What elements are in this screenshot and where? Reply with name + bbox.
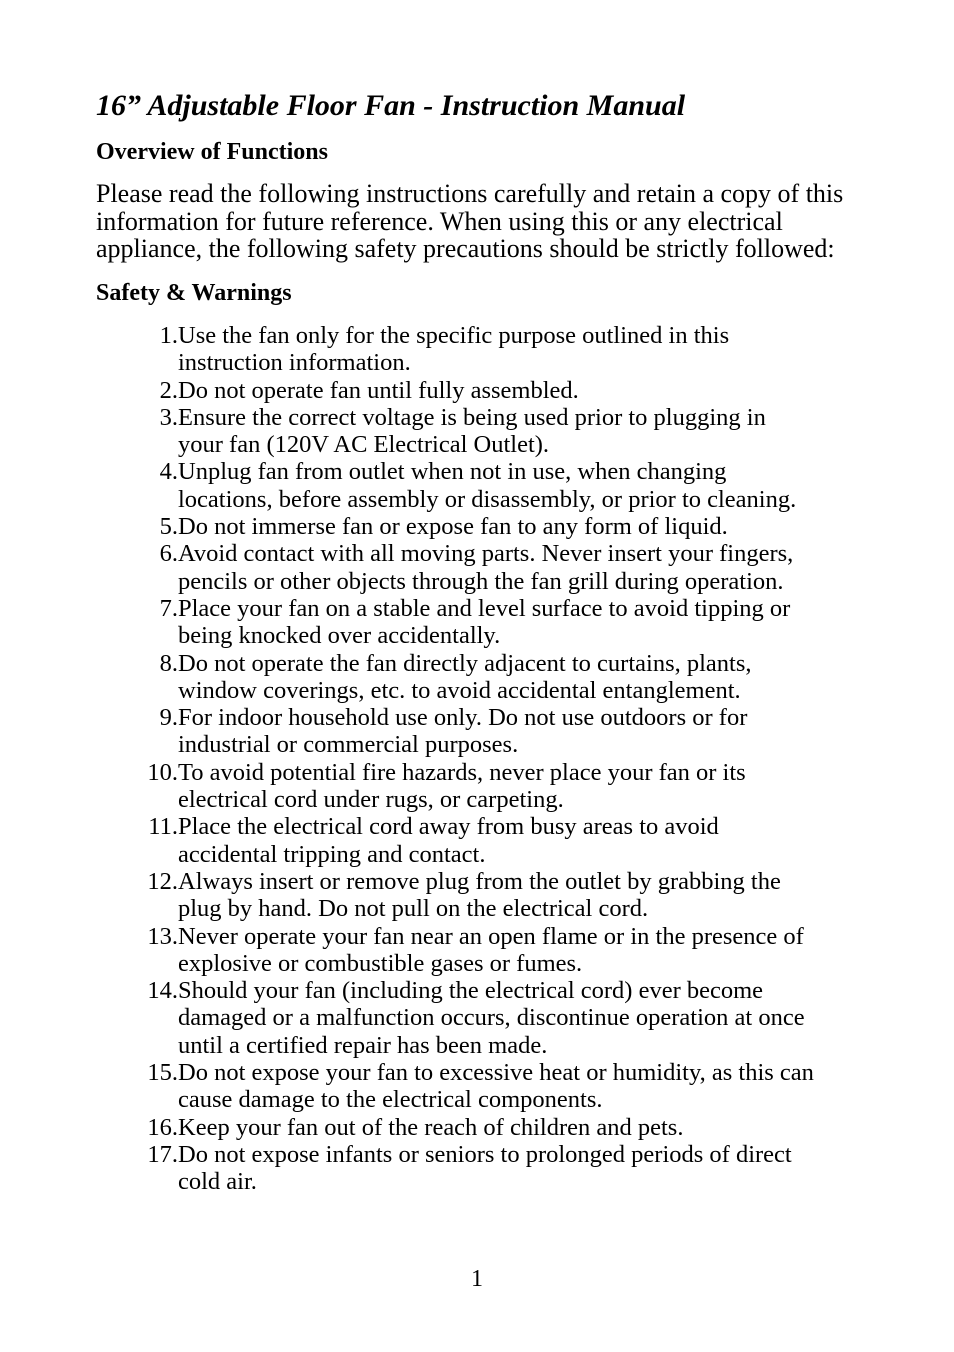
list-item-line: cause damage to the electrical components.	[178, 1086, 603, 1114]
list-item-number: 14.	[147, 977, 178, 1005]
list-item	[96, 1059, 906, 1114]
list-item-line: Do not operate fan until fully assembled.	[178, 376, 579, 404]
list-item-line: industrial or commercial purposes.	[178, 731, 519, 759]
list-item	[96, 513, 906, 540]
list-item-line: locations, before assembly or disassembly, or prior to cleaning.	[178, 485, 797, 513]
list-item	[96, 322, 906, 377]
list-item-text	[178, 650, 906, 705]
list-item-line: pencils or other objects through the fan grill during operation.	[178, 567, 784, 595]
list-item	[96, 977, 906, 1059]
list-item	[96, 1141, 906, 1196]
list-item-text	[178, 1059, 906, 1114]
list-item	[96, 377, 906, 404]
list-item-text	[178, 868, 906, 923]
safety-heading: Safety & Warnings	[96, 280, 292, 306]
list-item-number: 16.	[147, 1113, 178, 1141]
list-item-number: 13.	[147, 922, 178, 950]
list-item	[96, 868, 906, 923]
list-item-line: Place the electrical cord away from busy areas to avoid	[178, 813, 719, 841]
list-item-number: 11.	[148, 813, 178, 841]
list-item-line: For indoor household use only. Do not use outdoors or for	[178, 704, 748, 732]
list-item-line: Avoid contact with all moving parts. Never insert your fingers,	[178, 540, 794, 568]
safety-list	[96, 322, 906, 1196]
list-item-number: 10.	[147, 758, 178, 786]
list-item-line: Should your fan (including the electrical cord) ever become	[178, 977, 764, 1005]
list-item-number: 3.	[159, 403, 178, 431]
list-item-line: your fan (120V AC Electrical Outlet).	[178, 431, 550, 459]
list-item	[96, 813, 906, 868]
list-item-line: being knocked over accidentally.	[178, 622, 501, 650]
list-item-line: Do not operate the fan directly adjacent to curtains, plants,	[178, 649, 752, 677]
list-item-text	[178, 923, 906, 978]
list-item-text	[178, 595, 906, 650]
list-item	[96, 595, 906, 650]
list-item-text	[178, 759, 906, 814]
list-item-line: electrical cord under rugs, or carpeting.	[178, 786, 564, 814]
list-item-text	[178, 322, 906, 377]
list-item-text	[178, 1141, 906, 1196]
list-item-line: window coverings, etc. to avoid accidental entanglement.	[178, 676, 741, 704]
list-item-line: Unplug fan from outlet when not in use, when changing	[178, 458, 727, 486]
list-item-line: cold air.	[178, 1168, 257, 1196]
list-item-text	[178, 813, 906, 868]
list-item-text	[178, 404, 906, 459]
list-item-text	[178, 540, 906, 595]
list-item-line: damaged or a malfunction occurs, discontinue operation at once	[178, 1004, 805, 1032]
list-item-number: 17.	[147, 1140, 178, 1168]
list-item	[96, 759, 906, 814]
list-item-line: instruction information.	[178, 349, 411, 377]
list-item-number: 7.	[159, 594, 178, 622]
intro-paragraph	[96, 180, 896, 263]
page-number: 1	[471, 1266, 483, 1292]
list-item-number: 1.	[159, 322, 178, 349]
list-item-text	[178, 513, 906, 540]
list-item-line: To avoid potential fire hazards, never place your fan or its	[178, 758, 746, 786]
list-item	[96, 650, 906, 705]
list-item-text	[178, 704, 906, 759]
list-item	[96, 1114, 906, 1141]
list-item-number: 12.	[147, 867, 178, 895]
list-item-text	[178, 377, 906, 404]
list-item	[96, 404, 906, 459]
list-item	[96, 704, 906, 759]
list-item-line: Place your fan on a stable and level surface to avoid tipping or	[178, 594, 791, 622]
intro-line: information for future reference. When using this or any electrical	[96, 206, 783, 236]
list-item-text	[178, 977, 906, 1059]
list-item-number: 2.	[159, 376, 178, 404]
intro-line: Please read the following instructions carefully and retain a copy of this	[96, 179, 844, 208]
list-item-number: 15.	[147, 1059, 178, 1087]
list-item-line: explosive or combustible gases or fumes.	[178, 949, 583, 977]
list-item-line: Always insert or remove plug from the outlet by grabbing the	[178, 867, 781, 895]
list-item-line: Keep your fan out of the reach of children and pets.	[178, 1113, 684, 1141]
list-item-number: 4.	[159, 458, 178, 486]
list-item	[96, 923, 906, 978]
list-item-number: 9.	[159, 704, 178, 732]
list-item-text	[178, 458, 906, 513]
document-title: 16” Adjustable Floor Fan - Instruction Manual	[96, 89, 686, 122]
list-item	[96, 540, 906, 595]
list-item-number: 8.	[159, 649, 178, 677]
overview-heading: Overview of Functions	[96, 139, 328, 165]
list-item-line: Do not immerse fan or expose fan to any form of liquid.	[178, 513, 728, 541]
list-item-line: Do not expose infants or seniors to prolonged periods of direct	[178, 1140, 792, 1168]
list-item-text	[178, 1114, 906, 1141]
list-item-number: 5.	[159, 513, 178, 541]
list-item-line: until a certified repair has been made.	[178, 1031, 548, 1059]
list-item-line: Do not expose your fan to excessive heat or humidity, as this can	[178, 1059, 814, 1087]
list-item-line: Never operate your fan near an open flame or in the presence of	[178, 922, 804, 950]
list-item-line: Use the fan only for the specific purpose outlined in this	[178, 322, 730, 349]
intro-line: appliance, the following safety precautions should be strictly followed:	[96, 234, 835, 263]
list-item-line: plug by hand. Do not pull on the electrical cord.	[178, 895, 649, 923]
list-item	[96, 458, 906, 513]
list-item-number: 6.	[159, 540, 178, 568]
list-item-line: accidental tripping and contact.	[178, 840, 486, 868]
list-item-line: Ensure the correct voltage is being used prior to plugging in	[178, 403, 766, 431]
